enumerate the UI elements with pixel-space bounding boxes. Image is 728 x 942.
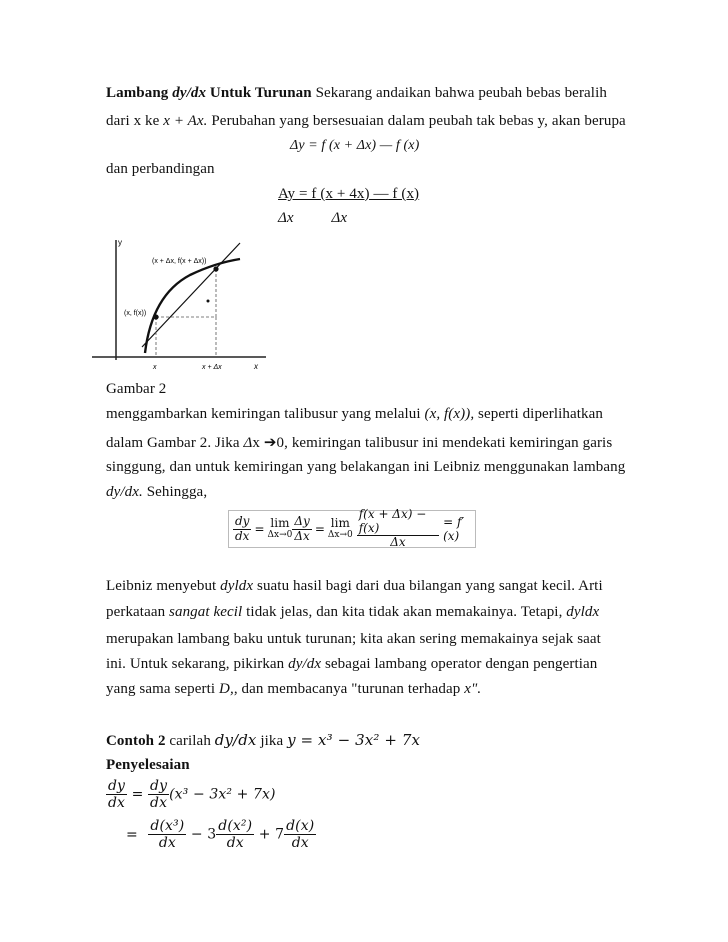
example-heading — [106, 731, 420, 750]
text: ini. Untuk sekarang, pikirkan — [106, 656, 289, 672]
emphasis: sangat kecil — [169, 604, 243, 620]
math-inline: dyldx — [220, 578, 254, 594]
math-inline: Δ — [243, 435, 253, 451]
text: tidak jelas, dan kita tidak akan memakainya. Tetapi, — [242, 604, 567, 620]
math-inline: D, — [219, 681, 234, 697]
paragraph-line: dan perbandingan — [106, 161, 215, 177]
math-inline: y = x³ − 3x² + 7x — [287, 731, 421, 749]
text: jika — [256, 733, 288, 749]
expression: (x³ − 3x² + 7x) — [169, 786, 276, 803]
x-axis-label: x — [254, 362, 258, 371]
equals: = — [131, 786, 144, 803]
fraction: $\frac{d(x)}{dx}$ — [286, 818, 315, 852]
limit: lim Δx→0 — [267, 516, 293, 540]
derivative-definition-formula — [228, 506, 476, 550]
paragraph-line — [106, 604, 599, 621]
paragraph-line: singgung, dan untuk kemiringan yang belakangan ini Leibniz menggunakan lambang — [106, 459, 626, 475]
paragraph-line — [106, 578, 603, 595]
text: , dan membacanya "turunan terhadap — [233, 681, 465, 697]
text: perkataan — [106, 604, 170, 620]
paragraph-line — [106, 113, 626, 130]
equation-numerator: Ay = f (x + 4x) — f (x) — [278, 186, 420, 202]
solution-heading: Penyelesaian — [106, 757, 190, 773]
math-inline: dy/dx — [214, 731, 257, 749]
dot-marker — [207, 300, 210, 303]
text: 0, kemiringan talibusur ini mendekati kemiringan garis — [276, 435, 613, 451]
text: Sekarang andaikan bahwa peubah bebas beralih — [311, 85, 607, 101]
fraction: $\frac{dy}{dx}$ — [108, 778, 126, 812]
text: x — [252, 435, 264, 451]
solution-step-2 — [126, 818, 316, 851]
equation-denominator — [278, 210, 347, 227]
text: dalam Gambar 2. Jika — [106, 435, 244, 451]
fraction: $\frac{dy}{dx}$ — [150, 778, 168, 812]
text: dari x ke — [106, 113, 164, 129]
text: carilah — [165, 733, 215, 749]
fraction: $\frac{\text{d(x³)}}{dx}$ — [150, 818, 185, 852]
figure-caption: Gambar 2 — [106, 381, 167, 397]
fraction: $\frac{\text{d(x²)}}{dx}$ — [218, 818, 253, 852]
point1-label: (x, f(x)) — [124, 310, 147, 317]
text: seperti diperlihatkan — [474, 406, 604, 422]
tick-x-plus-dx: x + Δx — [202, 364, 222, 371]
denominator-b: Δx — [331, 210, 348, 226]
denominator-a: Δx — [278, 210, 294, 226]
solution-step-1 — [106, 778, 276, 811]
math-inline: x + Ax. — [163, 113, 208, 129]
math-inline: dy/dx. — [106, 484, 143, 500]
tick-x: x — [153, 364, 157, 371]
limit: lim Δx→0 — [327, 516, 353, 540]
difference-quotient: $\frac{f(x + \Delta x) - f(x)}{\Delta x}$ — [357, 508, 439, 550]
equation-delta-y: Δy = f (x + Δx) — f (x) — [290, 138, 420, 153]
operator: − 3 — [190, 826, 217, 843]
equals: = — [314, 522, 325, 536]
section-title-rest: Untuk Turunan — [206, 85, 312, 101]
text: yang sama seperti — [106, 681, 220, 697]
point2-label: (x + Δx, f(x + Δx)) — [152, 258, 207, 265]
equals: = — [254, 522, 265, 536]
paragraph-line — [106, 406, 603, 423]
arrow-icon: ➔ — [263, 435, 277, 451]
paragraph-line — [106, 656, 597, 673]
y-axis-label: y — [118, 238, 122, 247]
text: suatu hasil bagi dari dua bilangan yang sangat kecil. Arti — [253, 578, 603, 594]
paragraph-line — [106, 484, 207, 501]
delta-fraction: $\frac{\Delta y}{\Delta x}$ — [294, 513, 310, 543]
text: menggambarkan kemiringan talibusur yang melalui — [106, 406, 425, 422]
operator: + 7 — [258, 826, 285, 843]
section-title: Lambang — [106, 85, 173, 101]
paragraph-line — [106, 85, 607, 102]
text: Leibniz menyebut — [106, 578, 221, 594]
section-title-math: dy/dx — [172, 85, 207, 101]
point-x-plus-dx — [213, 266, 218, 271]
dy-dx-fraction: $\frac{dy}{dx}$ — [235, 513, 250, 543]
text: Perubahan yang bersesuaian dalam peubah tak bebas y, akan berupa — [207, 113, 626, 129]
paragraph-line — [106, 433, 612, 452]
secant-figure — [90, 235, 270, 375]
result: = f′(x) — [443, 515, 465, 543]
math-inline: x". — [464, 681, 482, 697]
math-inline: (x, f(x)), — [424, 406, 475, 422]
math-inline: dyldx — [566, 604, 600, 620]
math-inline: dy/dx — [288, 656, 322, 672]
curve — [145, 259, 240, 353]
text: Sehingga, — [142, 484, 208, 500]
paragraph-line — [106, 681, 481, 698]
point-x — [153, 314, 158, 319]
text: sebagai lambang operator dengan pengertian — [321, 656, 598, 672]
example-title: Contoh 2 — [106, 733, 166, 749]
paragraph-line: merupakan lambang baku untuk turunan; kita akan sering memakainya sejak saat — [106, 631, 601, 647]
equals: = — [126, 826, 138, 843]
